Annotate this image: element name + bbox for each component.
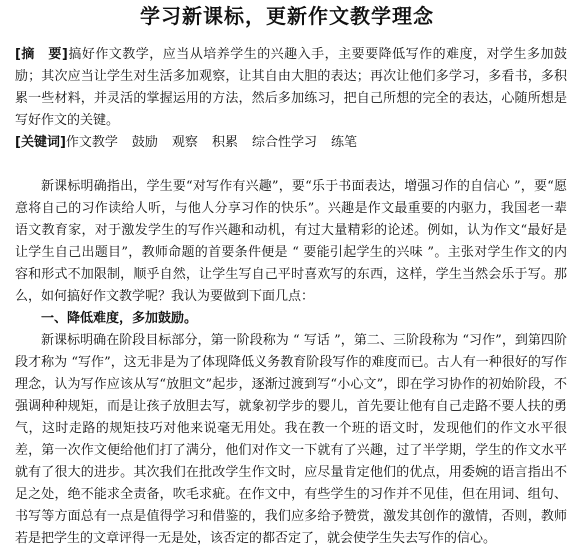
keyword-item: 综合性学习 bbox=[251, 135, 317, 150]
keywords bbox=[15, 132, 567, 154]
keyword-item: 观察 bbox=[171, 135, 198, 150]
body-paragraph: 新课标明确指出，学生要“对写作有兴趣”，要“乐于书面表达，增强习作的自信心 ”，要“愿意将自己的习作读给人听，与他人分享习作的快乐”。兴趣是作文最重要的内驱力，我国老一辈语文教育家，对于激发学生的写作兴趣和动机，有过大量精彩的论述。例如，认为作文“最好是让学生自己出题目”，教师命题的首要条件便是 “ 要能引起学生的兴味 ”。主张对学生作文的内容和形式不加限制，顺乎自然，让学生写自己平时喜欢写的东西，这样，学生当然会乐于写。那么，如何搞好作文教学呢？我认为要做到下面几点： bbox=[15, 179, 567, 304]
keyword-item: 鼓励 bbox=[131, 135, 158, 150]
abstract-label: [摘 要] bbox=[15, 47, 68, 62]
abstract-text: 搞好作文教学，应当从培养学生的兴趣入手，主要要降低写作的难度，对学生多加鼓励；其次应当让学生对生活多加观察，让其自由大胆的表达；再次让他们多学习，多看书，多积累一些材料，并灵活的掌握运用的方法，然后多加练习，把自己所想的完全的表达，心随所想是写好作文的关键。 bbox=[15, 47, 567, 128]
body-text bbox=[15, 176, 567, 550]
keyword-item: 积累 bbox=[211, 135, 238, 150]
keyword-item: 作文教学 bbox=[65, 135, 118, 150]
section-heading: 一、降低难度，多加鼓励。 bbox=[41, 311, 198, 326]
body-paragraph: 新课标明确在阶段目标部分，第一阶段称为 “ 写话 ”，第二、三阶段称为 “习作”，到第四阶段才称为 “写作”，这无非是为了体现降低义务教育阶段写作的难度而已。古人有一种很好的写作理念，认为写作应该从写“放胆文”起步，逐渐过渡到写“小心文”，即在学习协作的初始阶段，不强调种种规矩，而是让孩子放胆去写，就象初学步的婴儿，首先要让他有自己走路不要人扶的勇气，这时走路的规矩技巧对他来说毫无用处。我在教一个班的语文时，发现他们的作文水平很差，第一次作文便给他们打了满分，他们对作文一下就有了兴趣，过了半学期，学生的作文水平就有了很大的进步。其次我们在批改学生作文时，应尽量肯定他们的优点，用委婉的语言指出不足之处，绝不能求全责备，吹毛求疵。在作文中，有些学生的习作并不见佳，但在用词、组句、书写等方面总有一点是值得学习和借鉴的，我们应多给予赞赏，激发其创作的激情，否则，教师若是把学生的文章评得一无是处，该否定的都否定了，就会使学生失去写作的信心。 bbox=[15, 333, 567, 546]
document-title: 学习新课标，更新作文教学理念 bbox=[140, 4, 434, 28]
keyword-item: 练笔 bbox=[330, 135, 357, 150]
keywords-label: [关键词] bbox=[15, 135, 66, 150]
abstract bbox=[15, 44, 567, 132]
